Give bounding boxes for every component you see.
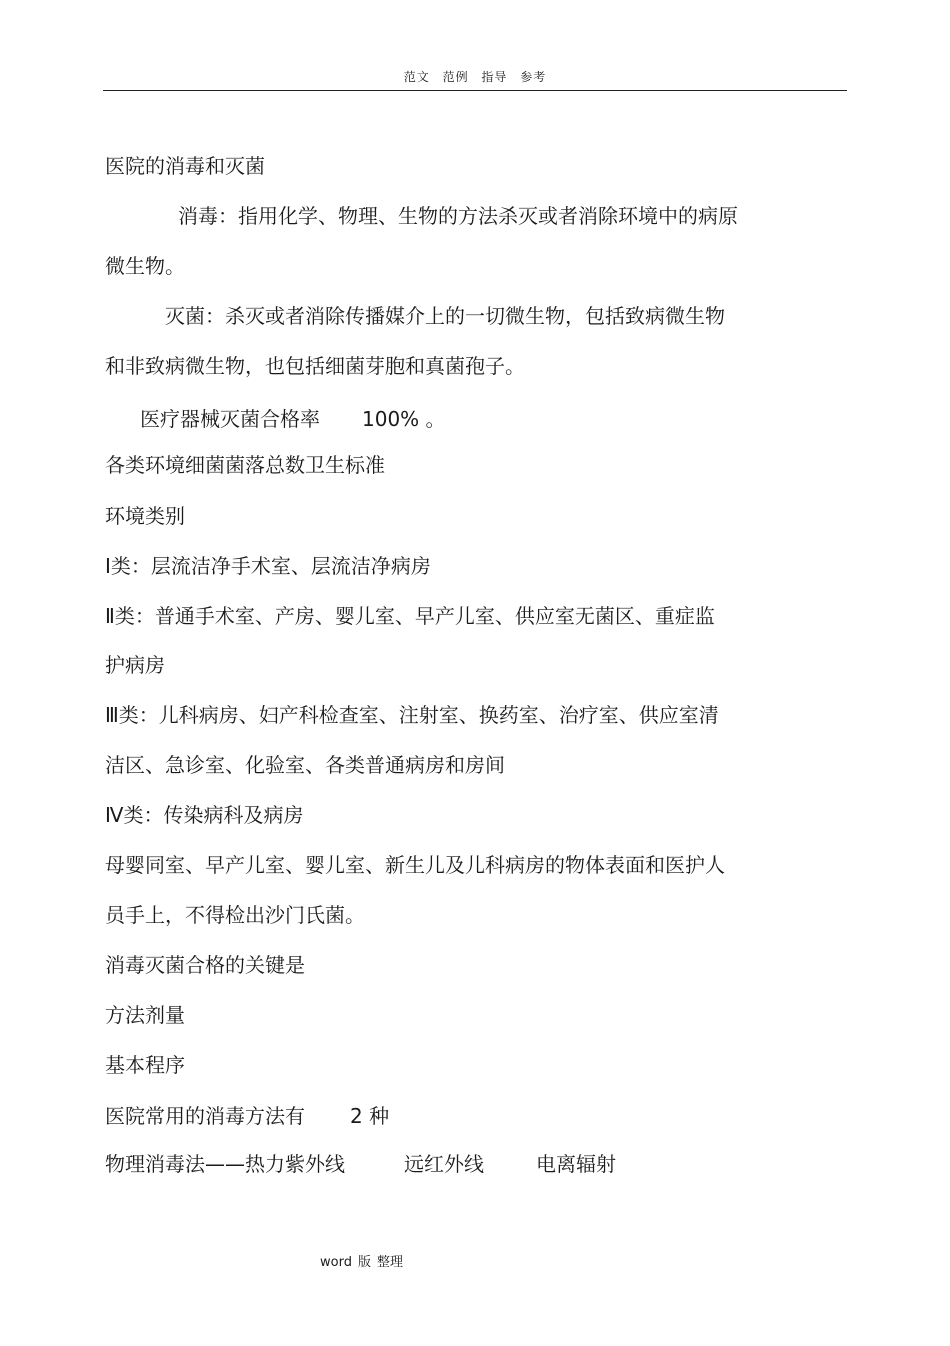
document-title: 医院的消毒和灭菌	[105, 154, 265, 178]
page-header	[0, 68, 950, 85]
header-item-zhidao: 指导	[481, 70, 508, 84]
class-4-text: Ⅳ类：传染病科及病房	[105, 803, 304, 827]
salmonella-line2: 员手上，不得检出沙门氏菌。	[105, 903, 365, 927]
header-item-fanli: 范例	[442, 70, 469, 84]
footer-ban: 版	[357, 1255, 371, 1270]
disinfection-definition-line2: 微生物。	[105, 254, 185, 278]
class-3-line1: Ⅲ类：儿科病房、妇产科检查室、注射室、换药室、治疗室、供应室清	[105, 703, 719, 727]
page-footer	[320, 1251, 409, 1270]
footer-word: word	[320, 1255, 352, 1270]
header-item-fanwen: 范文	[403, 70, 430, 84]
instrument-rate-value: 100% 。	[362, 407, 446, 431]
header-item-cankao: 参考	[520, 70, 547, 84]
class-1-text: Ⅰ类：层流洁净手术室、层流洁净病房	[105, 554, 431, 578]
methods-count: 2 种	[350, 1104, 390, 1128]
sterilization-definition-line1: 灭菌：杀灭或者消除传播媒介上的一切微生物，包括致病微生物	[165, 304, 725, 328]
instrument-rate-text: 医疗器械灭菌合格率	[140, 407, 320, 431]
footer-zhengli: 整理	[376, 1255, 403, 1270]
physical-methods-label: 物理消毒法——热力紫外线	[105, 1152, 345, 1176]
key-heading: 消毒灭菌合格的关键是	[105, 953, 305, 977]
physical-method-ionizing-radiation: 电离辐射	[536, 1152, 616, 1176]
standard-heading: 各类环境细菌菌落总数卫生标准	[105, 453, 385, 477]
physical-method-far-infrared: 远红外线	[404, 1152, 484, 1176]
key-item-method-dose: 方法剂量	[105, 1003, 185, 1027]
header-rule	[103, 90, 847, 91]
sterilization-definition-line2: 和非致病微生物，也包括细菌芽胞和真菌孢子。	[105, 354, 525, 378]
class-2-line2: 护病房	[105, 653, 165, 677]
disinfection-definition-line1: 消毒：指用化学、物理、生物的方法杀灭或者消除环境中的病原	[178, 204, 738, 228]
class-2-line1: Ⅱ类：普通手术室、产房、婴儿室、早产儿室、供应室无菌区、重症监	[105, 604, 715, 628]
environment-category: 环境类别	[105, 504, 185, 528]
salmonella-line1: 母婴同室、早产儿室、婴儿室、新生儿及儿科病房的物体表面和医护人	[105, 853, 725, 877]
key-item-procedure: 基本程序	[105, 1053, 185, 1077]
methods-text: 医院常用的消毒方法有	[105, 1104, 305, 1128]
class-3-line2: 洁区、急诊室、化验室、各类普通病房和房间	[105, 753, 505, 777]
